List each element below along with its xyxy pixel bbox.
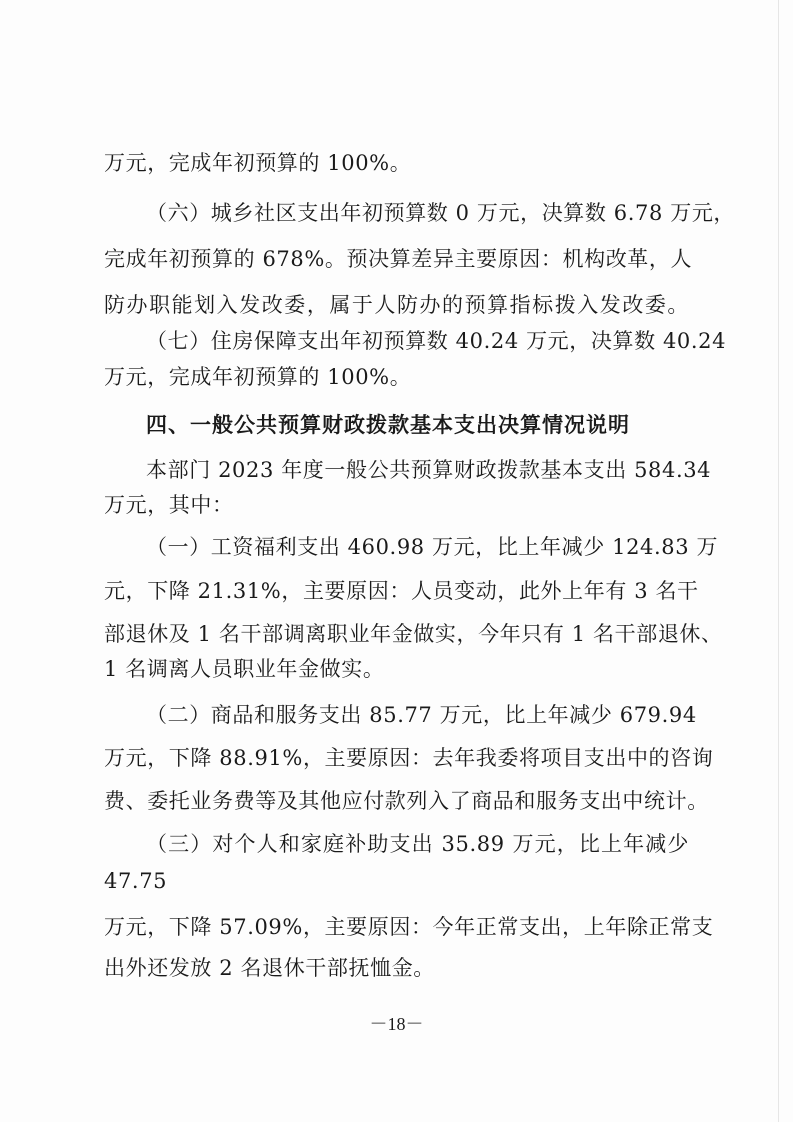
paragraph-line: （一）工资福利支出 460.98 万元，比上年减少 124.83 万: [146, 535, 719, 559]
paragraph-line: （二）商品和服务支出 85.77 万元，比上年减少 679.94: [146, 703, 697, 727]
page-number: －18－: [369, 1014, 424, 1034]
paragraph-line: （三）对个人和家庭补助支出 35.89 万元，比上年减少: [146, 832, 689, 856]
paragraph-line: 部退休及 1 名干部调离职业年金做实，今年只有 1 名干部退休、: [104, 622, 723, 646]
paragraph-line: 出外还发放 2 名退休干部抚恤金。: [104, 956, 435, 980]
paragraph-line: （六）城乡社区支出年初预算数 0 万元，决算数 6.78 万元，: [146, 201, 736, 225]
paragraph-line: 万元，其中：: [104, 493, 234, 517]
paragraph-line: 47.75: [104, 869, 168, 893]
paragraph-line: 本部门 2023 年度一般公共预算财政拨款基本支出 584.34: [146, 458, 712, 482]
paragraph-line: 万元，下降 88.91%，主要原因：去年我委将项目支出中的咨询: [104, 746, 714, 770]
paragraph-line: 完成年初预算的 678%。预决算差异主要原因：机构改革，人: [104, 247, 693, 271]
paragraph-line: 元，下降 21.31%，主要原因：人员变动，此外上年有 3 名干: [104, 579, 699, 603]
paragraph-line: 费、委托业务费等及其他应付款列入了商品和服务支出中统计。: [104, 789, 709, 813]
paragraph-line: 1 名调离人员职业年金做实。: [104, 657, 385, 681]
section-heading: 四、一般公共预算财政拨款基本支出决算情况说明: [146, 413, 630, 437]
paragraph-line: （七）住房保障支出年初预算数 40.24 万元，决算数 40.24: [146, 329, 727, 353]
text-line: 万元，完成年初预算的 100%。: [104, 151, 412, 175]
paragraph-line: 万元，下降 57.09%，主要原因：今年正常支出，上年除正常支: [104, 915, 714, 939]
paragraph-line: 万元，完成年初预算的 100%。: [104, 365, 412, 389]
scan-edge-divider: [778, 0, 779, 1122]
paragraph-line: 防办职能划入发改委，属于人防办的预算指标拨入发改委。: [104, 293, 689, 317]
